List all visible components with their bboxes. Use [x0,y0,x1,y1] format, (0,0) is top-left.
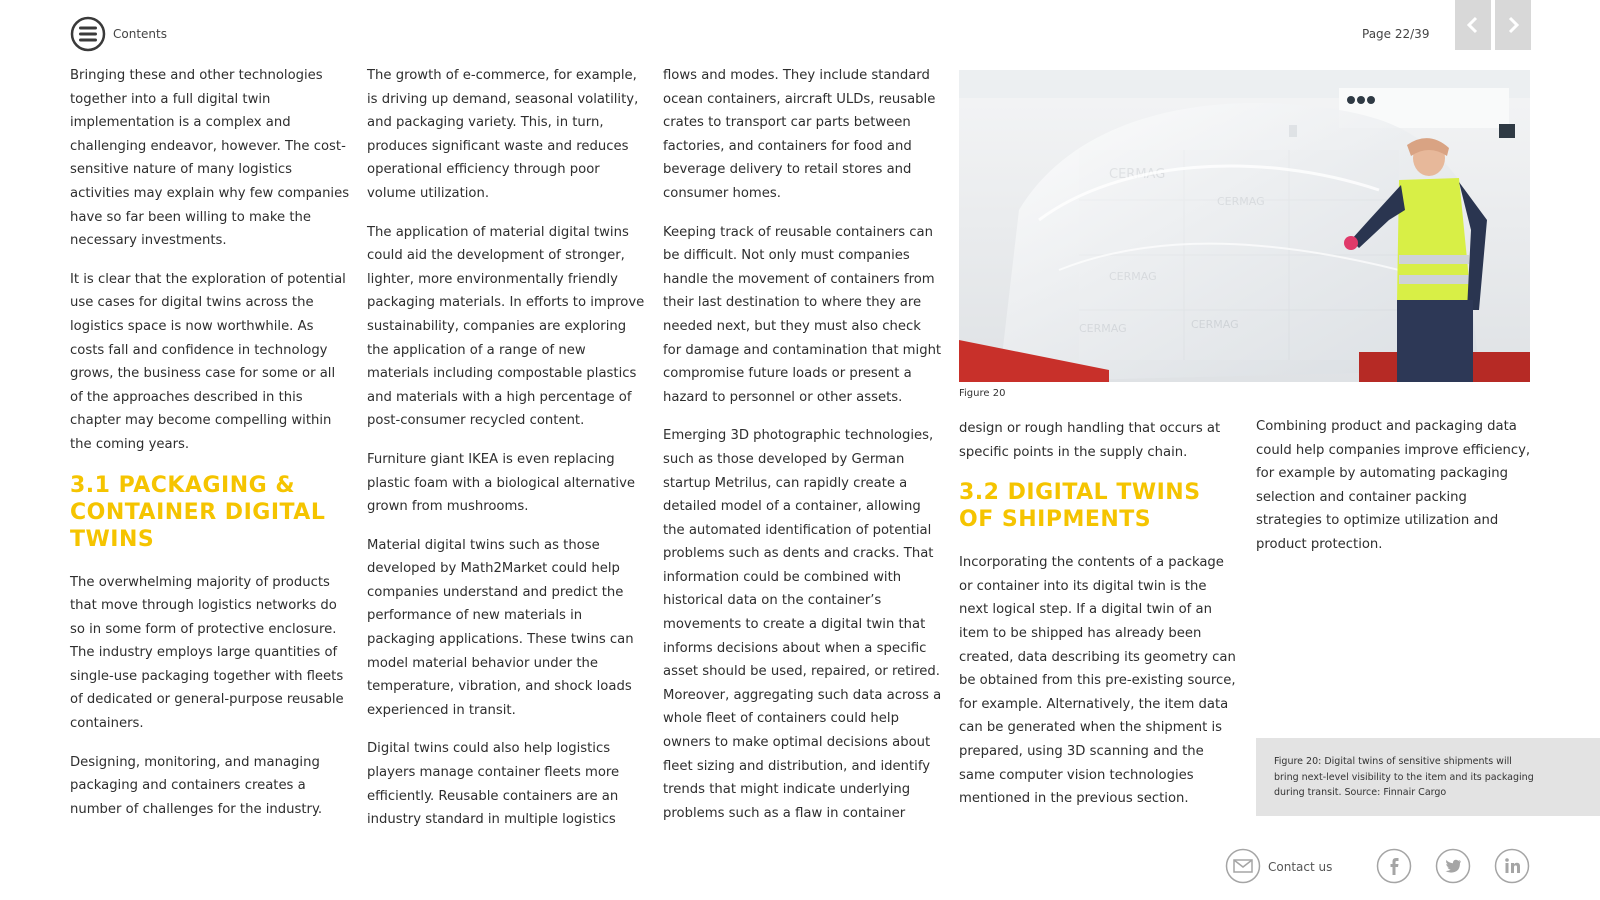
text-column-1 [70,64,350,836]
contact-us-link[interactable]: Contact us [1268,860,1333,874]
paragraph: Material digital twins such as those developed by Math2Market could help companies understand and predict the performance of new materials in packaging applications. These twins can model material behavior under the temperature, vibration, and shock loads experienced in transit. [367,537,634,718]
section-heading-shipments: 3.2 DIGITAL TWINS OF SHIPMENTS [959,480,1201,533]
envelope-icon [1225,848,1261,884]
text-column-5 [1256,415,1536,572]
facebook-button[interactable] [1376,848,1412,884]
figure-20-image [959,70,1530,382]
paragraph: Combining product and packaging data could help companies improve efficiency, for example by automating packaging selection and container packing strategies to optimize utilization and product protection. [1256,419,1531,552]
next-page-button[interactable] [1495,0,1531,50]
linkedin-button[interactable] [1494,848,1530,884]
paragraph: Keeping track of reusable containers can be difficult. Not only must companies handle the movement of containers from their last destination to where they are needed next, but they must also check for damage and contamination that might compromise future loads or present a hazard to personnel or other assets. [663,224,942,405]
paragraph: The overwhelming majority of products that move through logistics networks do so in some form of protective enclosure. The industry employs large quantities of single-use packaging together with fleets of dedicated or general-purpose reusable containers. [70,574,344,732]
figure-label: Figure 20 [959,388,1006,399]
paragraph: It is clear that the exploration of potential use cases for digital twins across the logistics space is now worthwhile. As costs fall and confidence in technology grows, the business case for some or all of the approaches described in this chapter may become compelling within the coming years. [70,271,346,452]
warehouse-photo [959,70,1530,382]
paragraph: Incorporating the contents of a package or container into its digital twin is the next logical step. If a digital twin of an item to be shipped has already been created, data describing its geometry can be obtained from this pre-existing source, for example. Alternatively, the item data can be generated when the shipment is prepared, using 3D scanning and the same computer vision technologies mentioned in the previous section. [959,555,1236,807]
twitter-icon [1435,848,1471,884]
page-indicator: Page 22/39 [1362,27,1430,41]
contact-button[interactable] [1225,848,1261,884]
chevron-left-icon [1465,15,1481,35]
paragraph: design or rough handling that occurs at specific points in the supply chain. [959,421,1221,460]
previous-page-button[interactable] [1455,0,1491,50]
figure-caption: Figure 20: Digital twins of sensitive shipments will bring next-level visibility to the item and its packaging during transit. Source: Finnair Cargo [1274,756,1534,798]
text-column-3 [663,64,943,840]
chevron-right-icon [1505,15,1521,35]
paragraph: The growth of e-commerce, for example, is driving up demand, seasonal volatility, and packaging variety. This, in turn, produces significant waste and reduces operational efficiency through poor volume utilization. [367,68,639,201]
figure-caption-box [1256,738,1600,816]
text-column-4 [959,417,1239,826]
paragraph: flows and modes. They include standard ocean containers, aircraft ULDs, reusable crates to transport car parts between factories, and containers for food and beverage delivery to retail stores and consumer homes. [663,68,936,201]
menu-icon [70,16,106,52]
paragraph: Furniture giant IKEA is even replacing plastic foam with a biological alternative grown from mushrooms. [367,451,636,515]
paragraph: Bringing these and other technologies together into a full digital twin implementation is a complex and challenging endeavor, however. The cost-sensitive nature of many logistics activities may explain why few companies have so far been willing to make the necessary investments. [70,68,350,249]
text-column-2 [367,64,647,847]
facebook-icon [1376,848,1412,884]
section-heading-packaging: 3.1 PACKAGING & CONTAINER DIGITAL TWINS [70,472,326,552]
contents-menu-button[interactable] [70,16,106,52]
paragraph: The application of material digital twins could aid the development of stronger, lighter, more environmentally friendly packaging materials. In efforts to improve sustainability, companies are exploring the application of a range of new materials including compostable plastics and materials with a high percentage of post-consumer recycled content. [367,224,645,429]
linkedin-icon [1494,848,1530,884]
paragraph: Emerging 3D photographic technologies, such as those developed by German startup Metrilus, can rapidly create a detailed model of a container, allowing the automated identification of potential problems such as dents and cracks. That information could be combined with historical data on the container’s movements to create a digital twin that informs decisions about when a specific asset should be used, repaired, or retired. Moreover, aggregating such data across a whole fleet of containers could help owners to make optimal decisions about fleet sizing and distribution, and identify trends that might indicate underlying problems such as a flaw in container [663,428,942,821]
paragraph: Designing, monitoring, and managing packaging and containers creates a number of challenges for the industry. [70,754,323,817]
paragraph: Digital twins could also help logistics players manage container fleets more efficiently. Reusable containers are an industry standard in multiple logistics [367,741,620,828]
contents-label[interactable]: Contents [113,27,167,41]
twitter-button[interactable] [1435,848,1471,884]
